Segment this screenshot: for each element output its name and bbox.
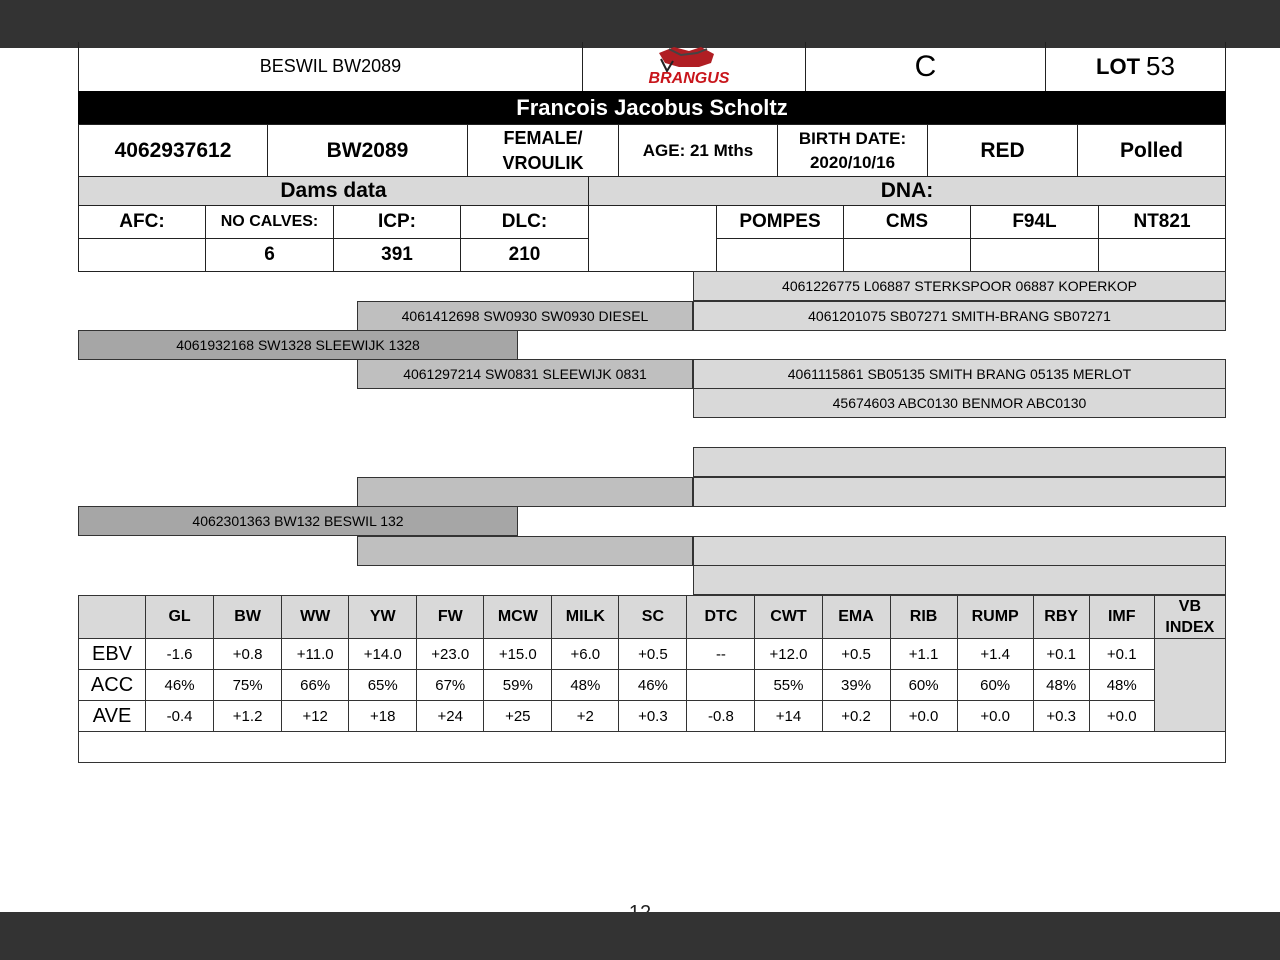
ave-row	[79, 701, 1226, 732]
ebv-value-cell: 48%	[552, 670, 619, 701]
lot-number: 53	[1146, 51, 1175, 81]
vb-index-header	[1154, 596, 1225, 639]
ebv-value-cell	[687, 670, 755, 701]
dna-cms-value-cell	[843, 238, 971, 272]
age: AGE: 21 Mths	[642, 140, 754, 160]
sex-line2: VROULIK	[502, 152, 584, 173]
herd-name: BESWIL BW2089	[259, 56, 402, 76]
birth-date-cell	[777, 124, 928, 177]
animal-id-cell	[78, 124, 268, 177]
ebv-value-cell: +25	[484, 701, 552, 732]
ebv-value-cell: 59%	[484, 670, 552, 701]
ebv-value-cell: 48%	[1033, 670, 1089, 701]
ebv-table	[78, 595, 1226, 763]
ebv-value-cell: +6.0	[552, 639, 619, 670]
grade-value: C	[914, 49, 937, 83]
dna-cms-label-cell	[843, 205, 971, 239]
afc-value-cell	[78, 238, 206, 272]
ebv-value-cell: -1.6	[146, 639, 214, 670]
dna-f94l-label: F94L	[1012, 211, 1057, 232]
pedigree-text: 4061226775 L06887 STERKSPOOR 06887 KOPERKOP	[782, 278, 1137, 294]
dna-pompes-label-cell	[716, 205, 844, 239]
ebv-col-header: GL	[146, 596, 214, 639]
ebv-value-cell: -0.8	[687, 701, 755, 732]
horn-status: Polled	[1119, 138, 1183, 162]
row-label: EBV	[79, 639, 146, 670]
color: RED	[980, 138, 1025, 162]
ebv-value-cell: +1.4	[957, 639, 1033, 670]
dna-nt821-label-cell	[1098, 205, 1226, 239]
ebv-value-cell: +0.0	[957, 701, 1033, 732]
pedigree-text: 4061201075 SB07271 SMITH-BRANG SB07271	[808, 308, 1111, 324]
pedigree-text: 4061297214 SW0831 SLEEWIJK 0831	[403, 366, 647, 382]
ebv-value-cell: +0.0	[890, 701, 957, 732]
ebv-col-header: RIB	[890, 596, 957, 639]
ebv-value-cell: 60%	[957, 670, 1033, 701]
ebv-value-cell: +23.0	[417, 639, 484, 670]
ebv-value-cell: 48%	[1089, 670, 1154, 701]
herd-name-cell	[78, 42, 583, 92]
sex-cell	[467, 124, 619, 177]
ebv-value-cell: +0.0	[1089, 701, 1154, 732]
age-cell	[618, 124, 778, 177]
afc-label: AFC:	[119, 211, 165, 232]
ebv-value-cell: 65%	[349, 670, 417, 701]
vb-index-line2: INDEX	[1165, 619, 1215, 636]
pedigree-sire-dam-dam	[693, 388, 1226, 418]
sex-line1: FEMALE/	[503, 127, 583, 148]
pedigree-dam-sire-sire	[693, 447, 1226, 477]
pedigree-dam-dam-dam	[693, 565, 1226, 595]
ebv-col-header: BW	[214, 596, 282, 639]
row-label: AVE	[79, 701, 146, 732]
ebv-value-cell: +2	[552, 701, 619, 732]
brangus-logo	[582, 42, 806, 92]
pedigree-text: 4061115861 SB05135 SMITH BRANG 05135 MERLOT	[787, 366, 1132, 382]
ebv-value-cell: 46%	[619, 670, 687, 701]
ebv-value-cell: +14	[755, 701, 822, 732]
calves-value-cell	[205, 238, 334, 272]
ebv-value-cell: +0.2	[822, 701, 890, 732]
dlc-value-cell	[460, 238, 589, 272]
ebv-value-cell: +15.0	[484, 639, 552, 670]
birth-date: 2020/10/16	[809, 152, 896, 172]
viewer-bottom-bar	[0, 912, 1280, 960]
pedigree-sire-dam-sire	[693, 359, 1226, 389]
dams-data-title: Dams data	[280, 179, 387, 202]
animal-tag-cell	[267, 124, 468, 177]
calves-label: NO CALVES:	[220, 213, 319, 230]
pedigree-sire-sire-sire	[693, 271, 1226, 301]
pedigree-sire-sire-dam	[693, 301, 1226, 331]
ebv-col-header: SC	[619, 596, 687, 639]
ebv-value-cell: +0.3	[1033, 701, 1089, 732]
ebv-value-cell: +14.0	[349, 639, 417, 670]
ebv-col-header: RUMP	[957, 596, 1033, 639]
color-cell	[927, 124, 1078, 177]
dlc-label: DLC:	[501, 211, 548, 232]
ebv-col-header: EMA	[822, 596, 890, 639]
pedigree-dam-dam-sire	[693, 536, 1226, 566]
dna-title: DNA:	[880, 179, 934, 202]
owner-banner	[78, 91, 1226, 124]
dna-nt821-label: NT821	[1133, 211, 1191, 232]
ebv-value-cell: --	[687, 639, 755, 670]
dna-cms-label: CMS	[885, 211, 929, 232]
grade-cell	[805, 42, 1046, 92]
pedigree-text: 4061412698 SW0930 SW0930 DIESEL	[401, 308, 649, 324]
ebv-col-header: DTC	[687, 596, 755, 639]
ebv-value-cell: +0.1	[1089, 639, 1154, 670]
icp-value: 391	[381, 244, 413, 265]
ebv-value-cell: +11.0	[282, 639, 349, 670]
dna-nt821-value-cell	[1098, 238, 1226, 272]
ebv-value-cell: -0.4	[146, 701, 214, 732]
ebv-row	[79, 639, 1226, 670]
ebv-value-cell: 66%	[282, 670, 349, 701]
pedigree-dam-sire-dam	[693, 477, 1226, 507]
ebv-value-cell: +0.5	[619, 639, 687, 670]
acc-row	[79, 670, 1226, 701]
vb-index-line1: VB	[1178, 598, 1201, 615]
ebv-value-cell: 60%	[890, 670, 957, 701]
ebv-value-cell: +0.8	[214, 639, 282, 670]
pedigree-dam	[78, 506, 518, 536]
pedigree-text: 4062301363 BW132 BESWIL 132	[192, 513, 404, 529]
afc-label-cell	[78, 205, 206, 239]
ebv-col-header: MILK	[552, 596, 619, 639]
horn-status-cell	[1077, 124, 1226, 177]
dna-f94l-value-cell	[970, 238, 1099, 272]
ebv-value-cell: 55%	[755, 670, 822, 701]
ebv-header-row	[79, 596, 1226, 639]
ebv-col-header: FW	[417, 596, 484, 639]
pedigree-sire	[78, 330, 518, 360]
owner-name: Francois Jacobus Scholtz	[516, 94, 788, 120]
animal-id: 4062937612	[114, 138, 232, 162]
blank-cell	[79, 732, 1226, 763]
ebv-col-header: YW	[349, 596, 417, 639]
ebv-corner-cell	[79, 596, 146, 639]
calves-label-cell	[205, 205, 334, 239]
vb-index-cell	[1154, 639, 1225, 732]
ebv-value-cell: +24	[417, 701, 484, 732]
pedigree-text: 4061932168 SW1328 SLEEWIJK 1328	[176, 337, 420, 353]
icp-label: ICP:	[378, 211, 416, 232]
ebv-value-cell: +1.2	[214, 701, 282, 732]
ebv-value-cell: 67%	[417, 670, 484, 701]
dlc-label-cell	[460, 205, 589, 239]
ebv-col-header: RBY	[1033, 596, 1089, 639]
dna-pompes-label: POMPES	[739, 211, 821, 232]
calves-value: 6	[264, 244, 275, 265]
ebv-col-header: MCW	[484, 596, 552, 639]
ebv-value-cell: +0.1	[1033, 639, 1089, 670]
pedigree-dam-dam	[357, 536, 693, 566]
ebv-value-cell: +1.1	[890, 639, 957, 670]
ebv-col-header: WW	[282, 596, 349, 639]
ebv-value-cell: 39%	[822, 670, 890, 701]
dams-data-header	[78, 176, 589, 206]
dlc-value: 210	[508, 244, 541, 265]
catalog-page	[0, 48, 1280, 912]
pedigree-sire-sire	[357, 301, 693, 331]
ebv-value-cell: 46%	[146, 670, 214, 701]
ebv-col-header: CWT	[755, 596, 822, 639]
pedigree-sire-dam	[357, 359, 693, 389]
dna-header	[588, 176, 1226, 206]
dna-pompes-value-cell	[716, 238, 844, 272]
dna-blank-cell	[588, 205, 717, 272]
lot-label: LOT	[1096, 53, 1141, 79]
lot-cell	[1045, 42, 1226, 92]
bull-logo-icon	[619, 45, 769, 89]
ebv-blank-row	[79, 732, 1226, 763]
row-label: ACC	[79, 670, 146, 701]
ebv-col-header: IMF	[1089, 596, 1154, 639]
dna-f94l-label-cell	[970, 205, 1099, 239]
birth-date-label: BIRTH DATE:	[798, 128, 907, 148]
icp-value-cell	[333, 238, 461, 272]
pedigree-text: 45674603 ABC0130 BENMOR ABC0130	[832, 395, 1087, 411]
svg-text:BRANGUS: BRANGUS	[648, 69, 730, 87]
viewer-top-bar	[0, 0, 1280, 48]
pedigree-dam-sire	[357, 477, 693, 507]
ebv-value-cell: +0.3	[619, 701, 687, 732]
icp-label-cell	[333, 205, 461, 239]
ebv-value-cell: +0.5	[822, 639, 890, 670]
ebv-value-cell: 75%	[214, 670, 282, 701]
ebv-value-cell: +18	[349, 701, 417, 732]
ebv-value-cell: +12	[282, 701, 349, 732]
ebv-value-cell: +12.0	[755, 639, 822, 670]
animal-tag: BW2089	[326, 138, 409, 162]
